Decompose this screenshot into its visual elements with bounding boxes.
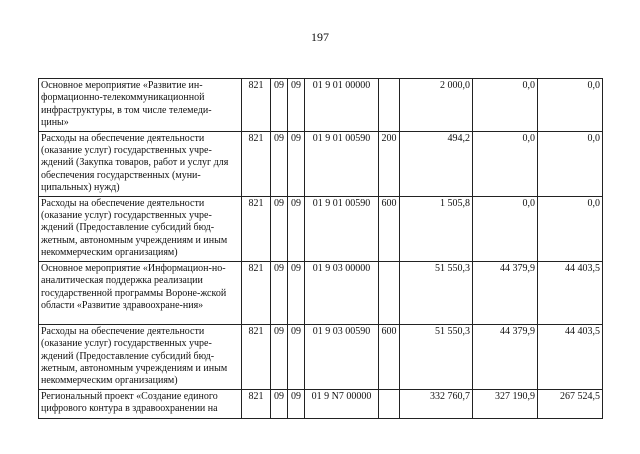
- cell-name: Региональный проект «Создание единого цифрового контура в здравоохранении на: [39, 389, 242, 418]
- cell-value-2: 44 379,9: [473, 324, 538, 389]
- cell-name: Расходы на обеспечение деятельности (оказание услуг) государственных учре-ждений (Закупка товаров, работ и услуг для обеспечения государственных (муни-ципальных) нужд): [39, 131, 242, 196]
- cell-grbs: 821: [242, 196, 271, 261]
- table-body: [39, 79, 603, 419]
- budget-table: [38, 78, 603, 419]
- cell-value-3: 0,0: [538, 79, 603, 132]
- cell-vr: 600: [379, 196, 400, 261]
- cell-vr: [379, 261, 400, 324]
- cell-rz: 09: [271, 131, 288, 196]
- cell-value-2: 327 190,9: [473, 389, 538, 418]
- cell-value-1: 51 550,3: [400, 324, 473, 389]
- cell-pr: 09: [288, 389, 305, 418]
- cell-vr: [379, 79, 400, 132]
- cell-name: Основное мероприятие «Информацион-но-аналитическая поддержка реализации государственной программы Вороне-жской области «Развитие здравоохране-ния»: [39, 261, 242, 324]
- cell-grbs: 821: [242, 324, 271, 389]
- cell-csr: 01 9 01 00590: [305, 196, 379, 261]
- cell-rz: 09: [271, 389, 288, 418]
- cell-pr: 09: [288, 79, 305, 132]
- cell-grbs: 821: [242, 79, 271, 132]
- cell-csr: 01 9 03 00000: [305, 261, 379, 324]
- cell-pr: 09: [288, 324, 305, 389]
- page-number: 197: [311, 30, 329, 44]
- cell-pr: 09: [288, 131, 305, 196]
- cell-name: Расходы на обеспечение деятельности (оказание услуг) государственных учре-ждений (Предоставление субсидий бюд-жетным, автономным учреждениям и иным некоммерческим организациям): [39, 196, 242, 261]
- cell-name: Расходы на обеспечение деятельности (оказание услуг) государственных учре-ждений (Предоставление субсидий бюд-жетным, автономным учреждениям и иным некоммерческим организациям): [39, 324, 242, 389]
- cell-value-3: 267 524,5: [538, 389, 603, 418]
- cell-csr: 01 9 03 00590: [305, 324, 379, 389]
- table-row: [39, 324, 603, 389]
- table-row: [39, 196, 603, 261]
- cell-csr: 01 9 N7 00000: [305, 389, 379, 418]
- cell-value-3: 0,0: [538, 131, 603, 196]
- table-row: [39, 389, 603, 418]
- cell-grbs: 821: [242, 131, 271, 196]
- cell-rz: 09: [271, 324, 288, 389]
- cell-value-1: 1 505,8: [400, 196, 473, 261]
- cell-value-3: 44 403,5: [538, 261, 603, 324]
- cell-value-2: 44 379,9: [473, 261, 538, 324]
- cell-value-1: 332 760,7: [400, 389, 473, 418]
- cell-value-2: 0,0: [473, 131, 538, 196]
- cell-value-1: 494,2: [400, 131, 473, 196]
- cell-grbs: 821: [242, 389, 271, 418]
- cell-value-3: 44 403,5: [538, 324, 603, 389]
- cell-vr: 200: [379, 131, 400, 196]
- cell-vr: 600: [379, 324, 400, 389]
- cell-pr: 09: [288, 196, 305, 261]
- cell-grbs: 821: [242, 261, 271, 324]
- cell-rz: 09: [271, 261, 288, 324]
- cell-vr: [379, 389, 400, 418]
- table-row: [39, 79, 603, 132]
- cell-rz: 09: [271, 79, 288, 132]
- table-row: [39, 261, 603, 324]
- cell-name: Основное мероприятие «Развитие ин-формационно-телекоммуникационной инфраструктуры, в том числе телемеди-цины»: [39, 79, 242, 132]
- cell-value-1: 51 550,3: [400, 261, 473, 324]
- cell-csr: 01 9 01 00000: [305, 79, 379, 132]
- cell-pr: 09: [288, 261, 305, 324]
- cell-value-1: 2 000,0: [400, 79, 473, 132]
- cell-rz: 09: [271, 196, 288, 261]
- table-row: [39, 131, 603, 196]
- cell-value-2: 0,0: [473, 79, 538, 132]
- cell-value-3: 0,0: [538, 196, 603, 261]
- cell-value-2: 0,0: [473, 196, 538, 261]
- cell-csr: 01 9 01 00590: [305, 131, 379, 196]
